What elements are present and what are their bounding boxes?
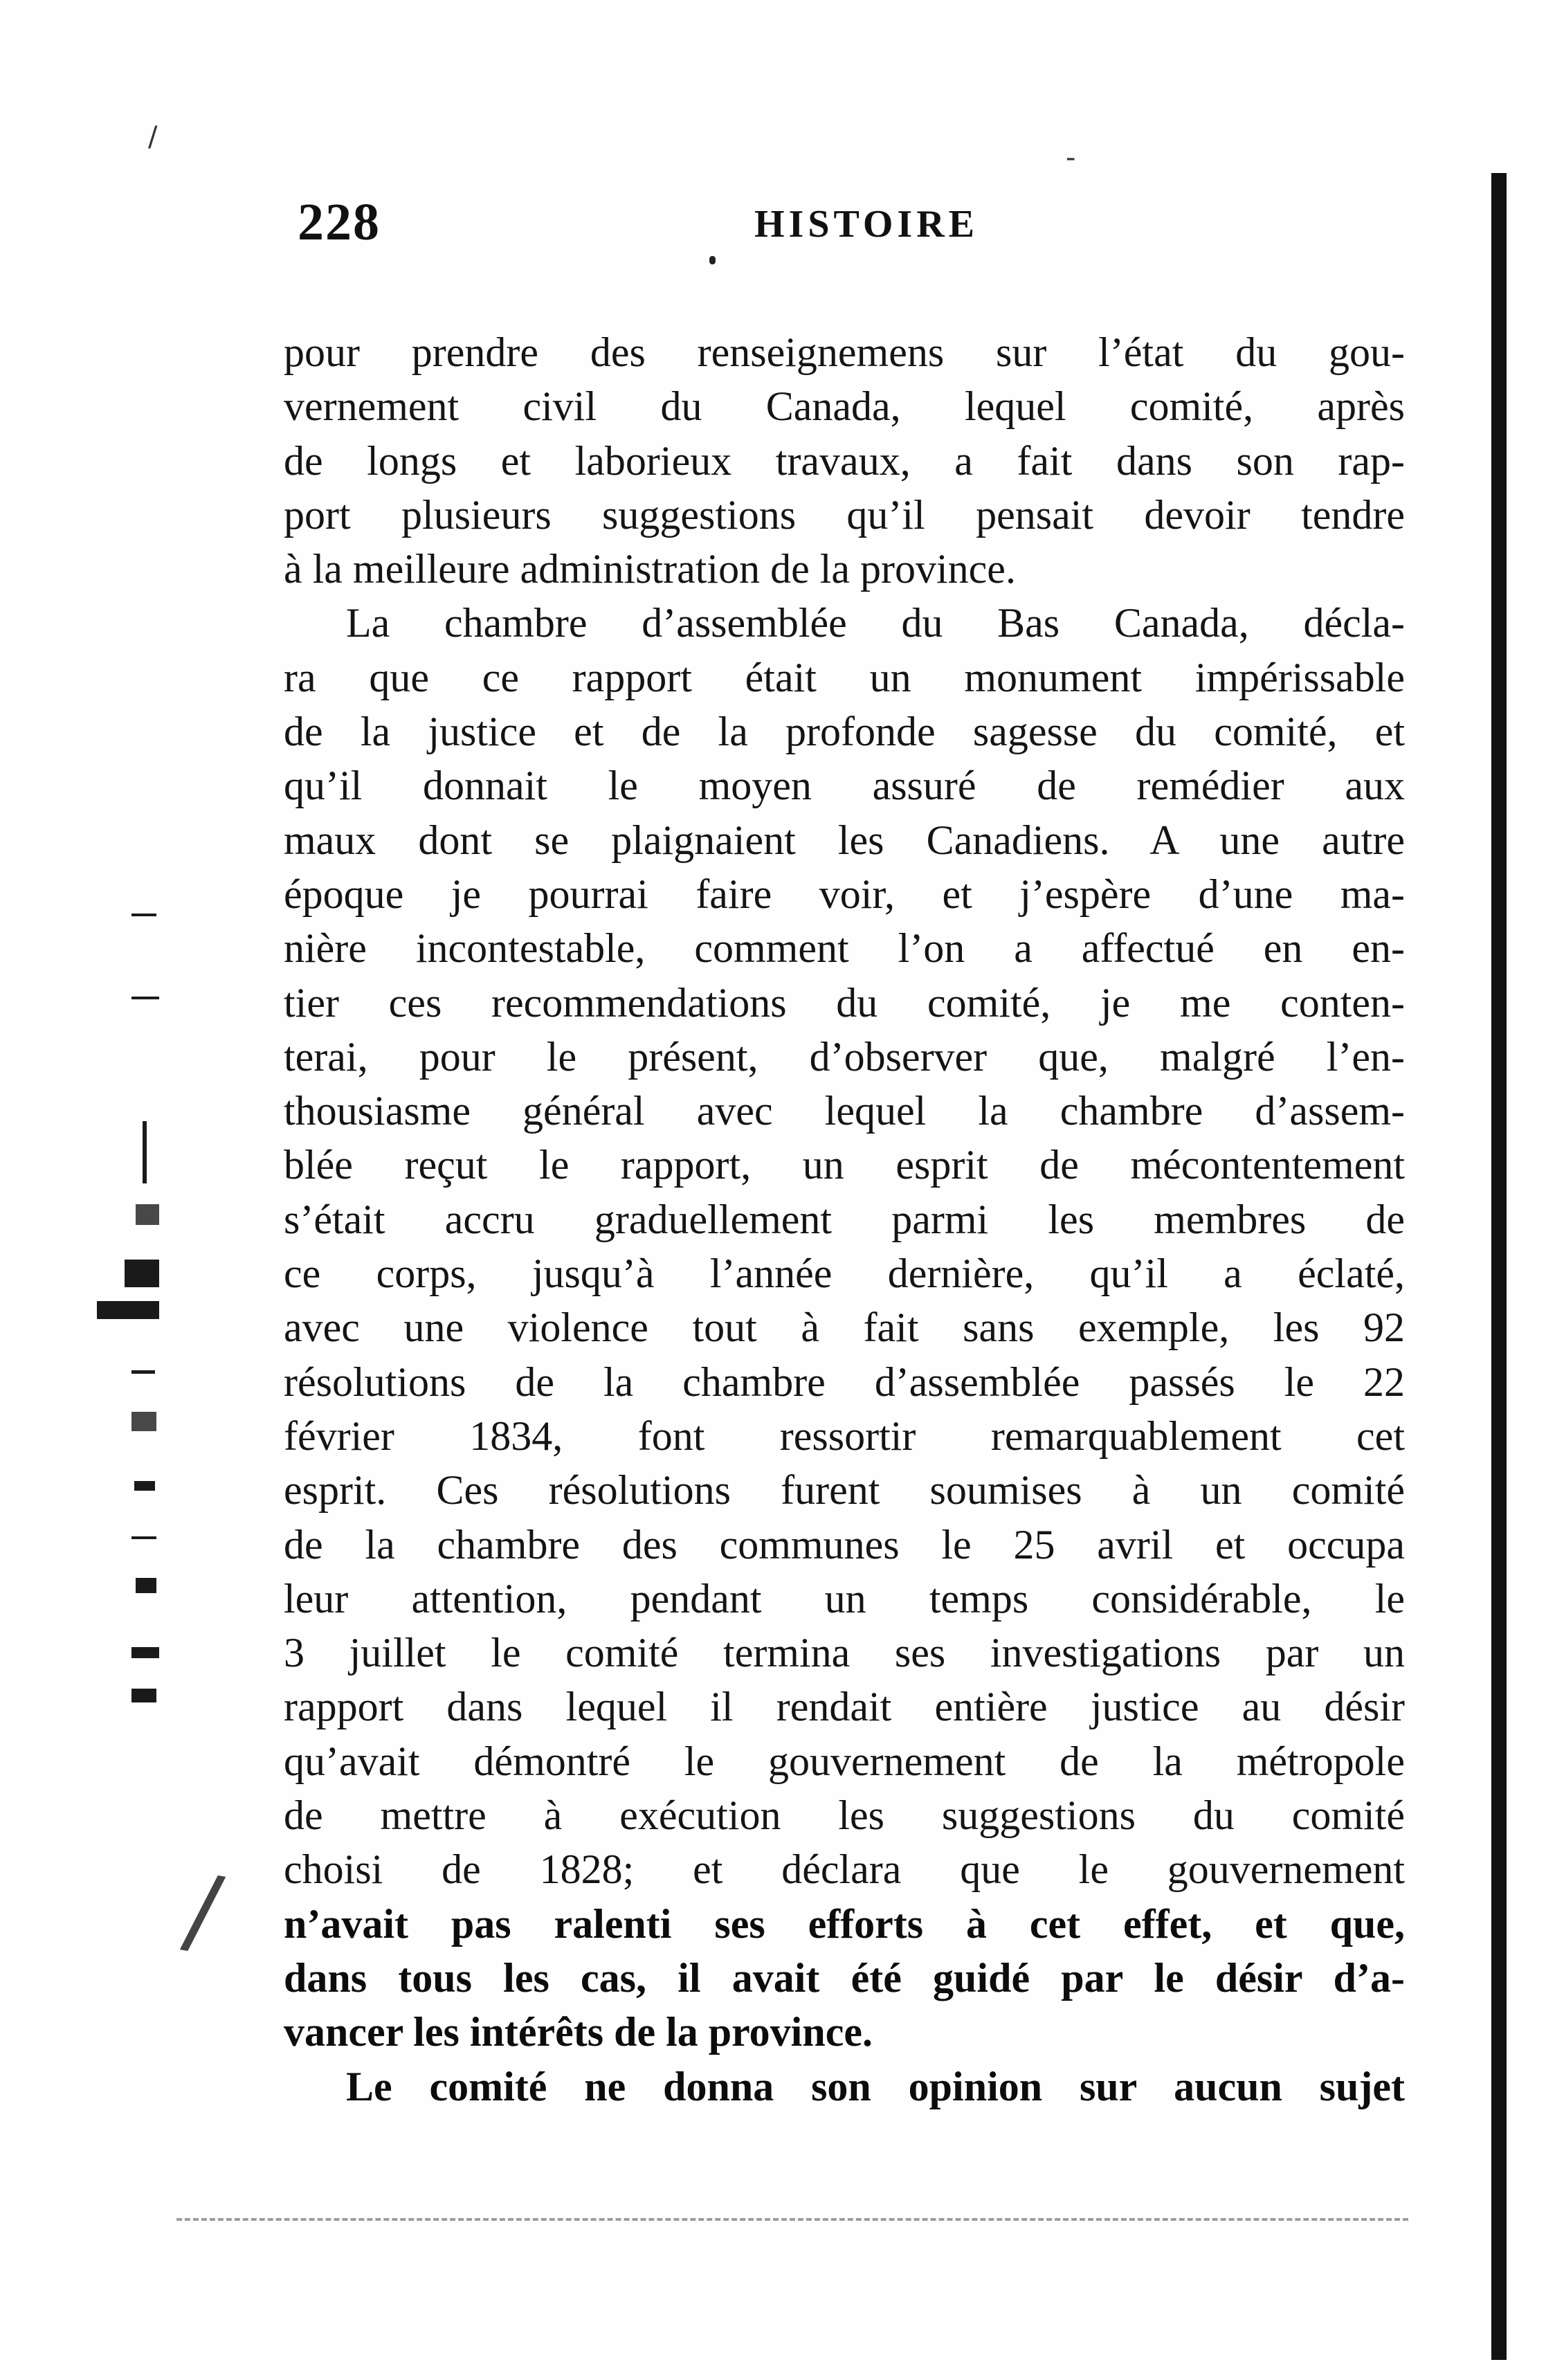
text-line: nière incontestable, comment l’on a affectué en en-	[284, 925, 1405, 972]
scan-tick-mark: /	[177, 1853, 229, 1970]
margin-mark	[131, 914, 156, 916]
text-line: terai, pour le présent, d’observer que, malgré l’en-	[284, 1033, 1405, 1080]
text-line: vernement civil du Canada, lequel comité, après	[284, 383, 1405, 430]
margin-mark	[131, 1370, 155, 1374]
text-line: thousiasme général avec lequel la chambre d’assem-	[284, 1088, 1405, 1134]
margin-mark	[131, 1412, 156, 1431]
margin-mark	[131, 997, 159, 999]
text-line: 3 juillet le comité termina ses investigations par un	[284, 1630, 1405, 1676]
text-line: qu’il donnait le moyen assuré de remédier aux	[284, 763, 1405, 809]
text-line: pour prendre des renseignemens sur l’état du gou-	[284, 329, 1405, 375]
gutter-shadow-bar	[1491, 173, 1507, 2360]
page-number: 228	[298, 193, 381, 251]
text-line: maux dont se plaignaient les Canadiens. A une autre	[284, 817, 1405, 863]
paragraph-start-line: Le comité ne donna son opinion sur aucun sujet	[346, 2063, 1405, 2109]
text-line: choisi de 1828; et déclara que le gouvernement	[284, 1846, 1405, 1893]
margin-mark	[97, 1301, 159, 1319]
text-line: blée reçut le rapport, un esprit de mécontentement	[284, 1142, 1405, 1188]
text-line: qu’avait démontré le gouvernement de la métropole	[284, 1738, 1405, 1784]
text-line: esprit. Ces résolutions furent soumises à un comité	[284, 1467, 1405, 1514]
margin-mark	[136, 1204, 159, 1225]
text-line: de mettre à exécution les suggestions du comité	[284, 1792, 1405, 1839]
text-line: ce corps, jusqu’à l’année dernière, qu’il a éclaté,	[284, 1251, 1405, 1297]
text-line: résolutions de la chambre d’assemblée passés le 22	[284, 1359, 1405, 1405]
margin-mark	[125, 1260, 159, 1287]
paragraph-start-line: La chambre d’assemblée du Bas Canada, décla-	[346, 600, 1405, 646]
text-line: ra que ce rapport était un monument impérissable	[284, 654, 1405, 700]
text-line: dans tous les cas, il avait été guidé par le désir d’a-	[284, 1954, 1405, 2001]
text-line: à la meilleure administration de la province.	[284, 546, 1016, 592]
text-line: de la chambre des communes le 25 avril et occupa	[284, 1521, 1405, 1568]
text-line: avec une violence tout à fait sans exemple, les 92	[284, 1305, 1405, 1351]
text-line: s’était accru graduellement parmi les membres de	[284, 1196, 1405, 1242]
text-line: port plusieurs suggestions qu’il pensait devoir tendre	[284, 491, 1405, 538]
text-line: n’avait pas ralenti ses efforts à cet effet, et que,	[284, 1900, 1405, 1947]
bottom-scan-rule	[176, 2218, 1408, 2221]
scan-tick-mark: /	[148, 121, 158, 153]
margin-mark	[136, 1578, 156, 1593]
margin-mark	[134, 1481, 155, 1491]
margin-mark	[131, 1689, 156, 1702]
scan-tick-mark: -	[1066, 142, 1076, 174]
body-text	[284, 325, 1405, 2114]
text-line: époque je pourrai faire voir, et j’espère d’une ma-	[284, 871, 1405, 917]
text-line: de longs et laborieux travaux, a fait dans son rap-	[284, 437, 1405, 484]
text-line: leur attention, pendant un temps considérable, le	[284, 1575, 1405, 1622]
text-line: de la justice et de la profonde sagesse du comité, et	[284, 709, 1405, 755]
page-header	[298, 192, 1405, 255]
text-line: vancer les intérêts de la province.	[284, 2009, 873, 2055]
text-line: rapport dans lequel il rendait entière justice au désir	[284, 1684, 1405, 1730]
text-line: tier ces recommendations du comité, je me conten-	[284, 979, 1405, 1026]
margin-mark	[131, 1647, 159, 1658]
ink-dot-mark	[709, 256, 716, 264]
text-line: février 1834, font ressortir remarquablement cet	[284, 1412, 1405, 1459]
running-title: HISTOIRE	[754, 203, 979, 246]
margin-mark	[143, 1121, 147, 1183]
margin-scan-marks	[90, 914, 180, 1744]
margin-mark	[131, 1536, 156, 1539]
